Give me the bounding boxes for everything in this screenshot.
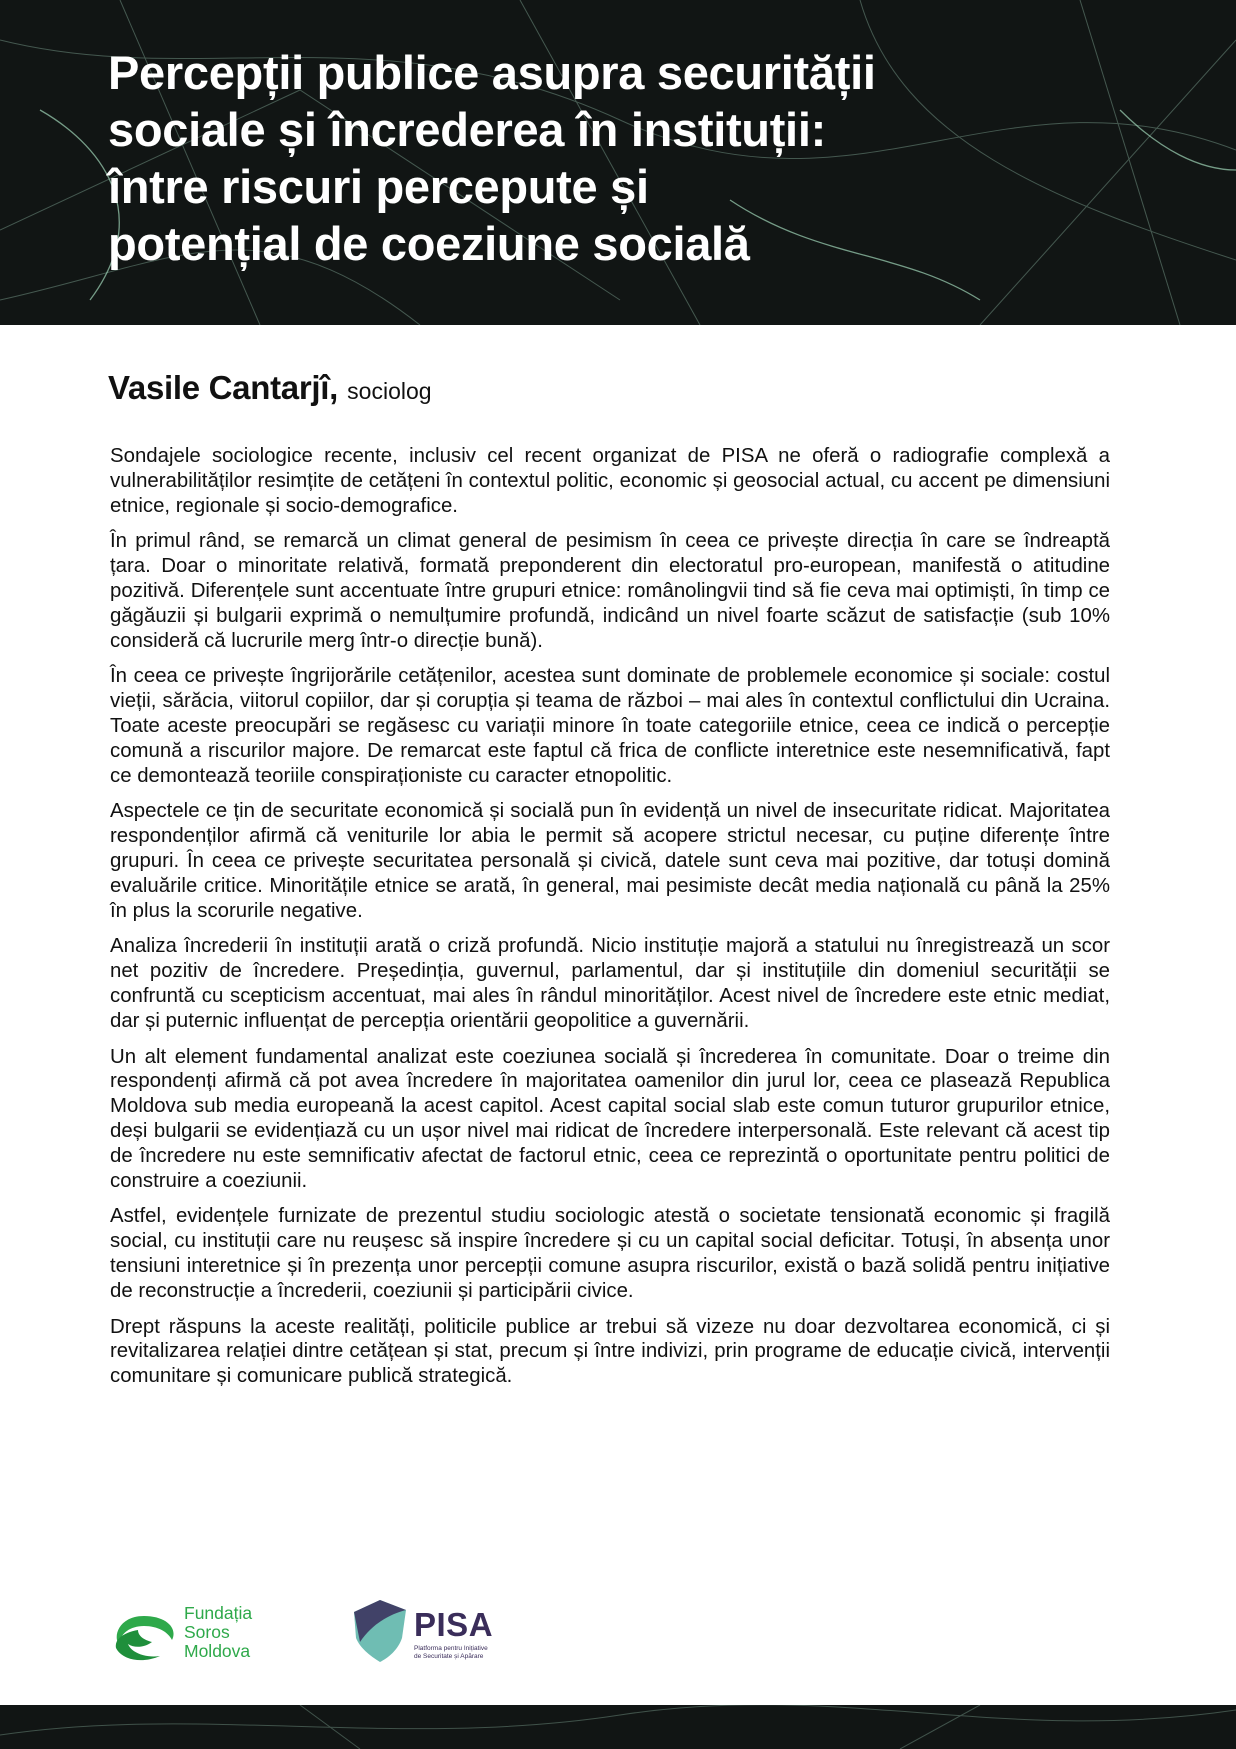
- pisa-subtitle-line: Platforma pentru Inițiative: [414, 1645, 488, 1652]
- paragraph: Sondajele sociologice recente, inclusiv cel recent organizat de PISA ne oferă o radiografie complexă a vulnerabilităților resimțite de cetățeni în contextul politic, economic și geosocial actual, cu accent pe dimensiuni etnice, regionale și socio-demografice.: [110, 445, 1110, 517]
- partner-logos: [108, 1598, 528, 1678]
- article-title: [108, 44, 1068, 272]
- paragraph: În primul rând, se remarcă un climat general de pesimism în ceea ce privește direcția în care se îndreaptă țara. Doar o minoritate relativă, formată preponderent din electoratul pro-european, manifestă o atitudine pozitivă. Diferențele sunt accentuate între grupuri etnice: românolingvii tind să fie ceva mai optimiști, în timp ce găgăuzii și bulgarii exprimă o nemulțumire profundă, indicând un nivel foarte scăzut de satisfacție (sub 10% consideră că lucrurile merg într-o direcție bună).: [110, 530, 1110, 652]
- title-line-2: sociale și încrederea în instituții:: [108, 103, 826, 156]
- paragraph: Un alt element fundamental analizat este coeziunea socială și încrederea în comunitate. Doar o treime din respondenți afirmă că pot avea încredere în majoritatea oamenilor din jurul lor, ceea ce plasează Republica Moldova sub media europeană la acest capitol. Acest capital social slab este comun tuturor grupurilor etnice, deși bulgarii se evidențiază cu un ușor nivel mai ridicat de încredere interpersonală. Este relevant că acest tip de încredere nu este semnificativ afectat de factorul etnic, ceea ce reprezintă o oportunitate pentru politici de construire a coeziunii.: [110, 1045, 1110, 1192]
- author-name: Vasile Cantarjî,: [108, 369, 338, 406]
- soros-logo-line: Moldova: [184, 1641, 251, 1661]
- soros-logo-line: Soros: [184, 1622, 230, 1642]
- title-line-1: Percepții publice asupra securității: [108, 46, 876, 99]
- pisa-logo: [350, 1598, 520, 1668]
- header-banner: [0, 0, 1236, 325]
- pisa-subtitle: [414, 1645, 514, 1661]
- paragraph: În ceea ce privește îngrijorările cetățenilor, acestea sunt dominate de problemele economice și sociale: costul vieții, sărăcia, viitorul copiilor, dar și corupția și teama de război – mai ales în contextul conflictului din Ucraina. Toate aceste preocupări se regăsesc cu variații minore în toate categoriile etnice, ceea ce indică o percepție comună a riscurilor majore. De remarcat este faptul că frica de conflicte interetnice este nesemnificativă, fapt ce demontează teoriile conspiraționiste cu caracter etnopolitic.: [110, 665, 1110, 787]
- soros-logo-line: Fundația: [184, 1603, 253, 1623]
- title-line-3: între riscuri percepute și: [108, 160, 649, 213]
- paragraph: Drept răspuns la aceste realități, politicile publice ar trebui să vizeze nu doar dezvoltarea economică, ci și revitalizarea relației dintre cetățean și stat, precum și între indivizi, prin programe de educație civică, intervenții comunitare și comunicare publică strategică.: [110, 1315, 1110, 1388]
- article-body: [110, 444, 1110, 1400]
- pisa-wordmark: PISA: [414, 1606, 494, 1643]
- author-role: sociolog: [347, 378, 432, 404]
- pisa-subtitle-line: de Securitate și Apărare: [414, 1653, 484, 1660]
- title-line-4: potențial de coeziune socială: [108, 217, 750, 270]
- soros-foundation-logo: [108, 1604, 273, 1668]
- footer-pattern: [0, 1705, 1236, 1749]
- paragraph: Aspectele ce țin de securitate economică și socială pun în evidență un nivel de insecuritate ridicat. Majoritatea respondenților afirmă că veniturile lor abia le permit să acopere strictul necesar, cu puține diferențe între grupuri. În ceea ce privește securitatea personală și civică, datele sunt ceva mai pozitive, dar totuși domină evaluările critice. Minoritățile etnice se arată, în general, mai pesimiste decât media națională cu până la 25% în plus la scorurile negative.: [110, 800, 1110, 922]
- paragraph: Astfel, evidențele furnizate de prezentul studiu sociologic atestă o societate tensionată economic și fragilă social, cu instituții care nu reușesc să inspire încredere și cu un capital social deficitar. Totuși, în absența unor tensiuni interetnice și în prezența unor percepții comune asupra riscurilor, există o bază solidă pentru inițiative de reconstrucție a încrederii, coeziunii și participării civice.: [110, 1205, 1110, 1302]
- author-byline: [108, 368, 432, 411]
- paragraph: Analiza încrederii în instituții arată o criză profundă. Nicio instituție majoră a statului nu înregistrează un scor net pozitiv de încredere. Președinția, guvernul, parlamentul, dar și instituțiile din domeniul securității se confruntă cu scepticism accentuat, mai ales în rândul minorităților. Acest nivel de încredere este etnic mediat, dar și puternic influențat de percepția orientării geopolitice a guvernării.: [110, 935, 1110, 1032]
- footer-band: [0, 1705, 1236, 1749]
- soros-swirl-icon: [108, 1610, 180, 1662]
- pisa-shield-icon: [350, 1598, 410, 1664]
- soros-logo-text: [184, 1604, 252, 1661]
